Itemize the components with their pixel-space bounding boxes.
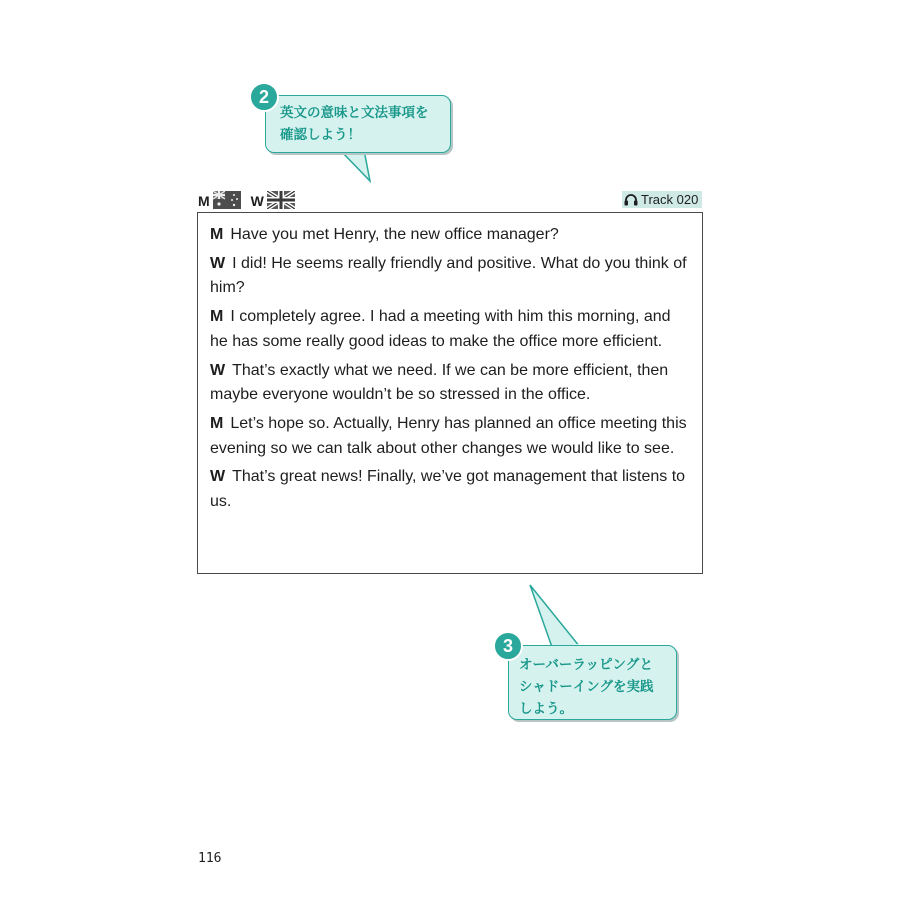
step-3-badge: 3: [493, 631, 523, 661]
callout-2: [265, 95, 451, 153]
dialogue-text: Let’s hope so. Actually, Henry has planned an office meeting this evening so we can talk about other changes we would like to see.: [210, 414, 687, 457]
speaker-label: W: [210, 361, 226, 379]
callout-3-line3: しよう。: [519, 701, 573, 717]
dialogue-text: I did! He seems really friendly and positive. What do you think of him?: [210, 254, 687, 297]
page-number: 116: [198, 851, 222, 866]
dialogue-text: Have you met Henry, the new office manager?: [230, 226, 559, 243]
callout-3-line1: オーバーラッピングと: [519, 657, 654, 673]
speaker-w-letter: W: [250, 193, 264, 209]
dialogue-turn: [210, 465, 690, 514]
dialogue-text: That’s exactly what we need. If we can be more efficient, then maybe everyone wouldn’t be so stressed in the office.: [210, 361, 669, 404]
callout-2-line1: 英文の意味と文法事項を: [280, 105, 429, 121]
callout-3-line2: シャドーイングを実践: [519, 679, 654, 695]
australia-flag-icon: [213, 191, 241, 209]
callout-3-tail: [522, 580, 592, 650]
speaker-legend: [198, 187, 305, 209]
speaker-m: [198, 191, 241, 209]
dialogue-text: That’s great news! Finally, we’ve got management that listens to us.: [210, 468, 686, 511]
dialogue-text: I completely agree. I had a meeting with him this morning, and he has some really good ideas to make the office more efficient.: [210, 308, 671, 350]
speaker-label: M: [210, 226, 224, 243]
callout-2-line2: 確認しよう！: [280, 127, 361, 143]
speaker-label: W: [210, 254, 226, 272]
speaker-m-letter: M: [198, 193, 210, 209]
headphones-icon: [624, 193, 638, 206]
speaker-w: [251, 191, 295, 209]
dialogue-turn: [210, 412, 690, 461]
speaker-label: W: [210, 468, 226, 486]
speaker-label: M: [210, 308, 224, 326]
callout-3: [508, 645, 677, 720]
dialogue-turn: [210, 305, 690, 354]
step-2-badge: 2: [249, 82, 279, 112]
track-number: Track 020: [641, 192, 699, 207]
uk-flag-icon: [267, 191, 295, 209]
dialogue-turn: [210, 223, 690, 248]
dialogue-turn: [210, 252, 690, 301]
dialogue-turn: [210, 359, 690, 408]
track-label: [622, 191, 702, 208]
dialogue-box: [197, 212, 703, 574]
speaker-label: M: [210, 414, 224, 432]
